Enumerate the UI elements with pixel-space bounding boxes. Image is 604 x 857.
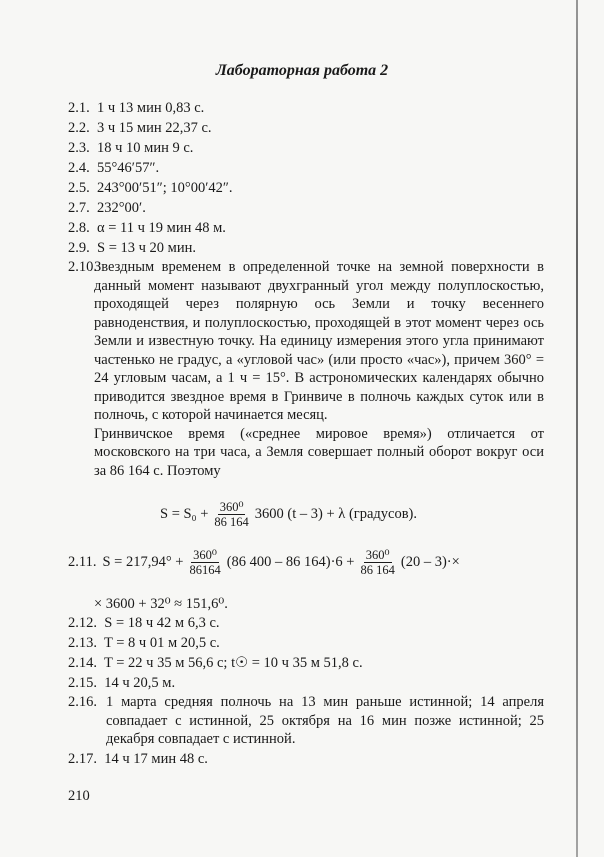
answer-text: 55°46′57″. (97, 160, 160, 176)
answer-number: 2.14. (68, 655, 101, 671)
fraction-denominator: 86 164 (360, 563, 395, 577)
answer-line (68, 199, 146, 217)
answer-number: 2.11. (68, 554, 97, 570)
answer-text: 232°00′. (97, 200, 146, 216)
formula-part: × 3600 + 32⁰ ≈ 151,6⁰. (94, 596, 228, 612)
answer-2-11 (68, 548, 460, 577)
answer-number: 2.9. (68, 240, 94, 256)
page-edge-shadow (576, 0, 578, 857)
answer-line (68, 674, 175, 692)
answer-text: α = 11 ч 19 мин 48 м. (97, 220, 226, 236)
answer-number: 2.5. (68, 180, 94, 196)
formula-right: 3600 (t – 3) + λ (градусов). (254, 506, 418, 522)
formula-left: S = S₀ + (160, 506, 209, 522)
answer-paragraph: Гринвичское время («среднее мировое время») отличается от московского на три часа, а Земля совершает полный оборот вокруг оси за 86 164 с. Поэтому (94, 425, 544, 479)
answer-paragraph: 1 марта средняя полночь на 13 мин раньше истинной; 14 апреля совпадает с истинной, 25 октября на 16 мин позже истинной; 25 декабря совпадает с истинной. (106, 694, 544, 747)
answer-line (68, 219, 226, 237)
formula-part: S = 217,94° + (102, 554, 184, 570)
fraction (358, 548, 396, 577)
answer-text: S = 13 ч 20 мин. (97, 240, 196, 256)
fraction (187, 548, 222, 577)
fraction-numerator: 360⁰ (193, 548, 217, 562)
fraction (212, 500, 250, 529)
formula-part: (86 400 – 86 164)·6 + (226, 554, 355, 570)
fraction-denominator: 86164 (189, 563, 221, 577)
answer-number: 2.16. (68, 694, 97, 710)
answer-text: 3 ч 15 мин 22,37 с. (97, 120, 212, 136)
page-title: Лабораторная работа 2 (215, 62, 389, 79)
answer-number: 2.13. (68, 635, 101, 651)
answer-2-11-continuation (94, 595, 228, 613)
answer-line (68, 139, 193, 157)
answer-line (68, 750, 208, 768)
answer-text: S = 18 ч 42 м 6,3 с. (104, 615, 220, 631)
fraction-denominator: 86 164 (214, 515, 249, 529)
answer-number: 2.3. (68, 140, 94, 156)
answer-number: 2.17. (68, 751, 101, 767)
answer-line (68, 119, 212, 137)
sidereal-time-formula (160, 500, 417, 529)
answer-line (68, 634, 220, 652)
answer-line (68, 179, 233, 197)
answer-text: 14 ч 20,5 м. (104, 675, 176, 691)
answer-2-16 (68, 693, 544, 749)
answer-line (68, 614, 220, 632)
answer-number: 2.8. (68, 220, 94, 236)
fraction-numerator: 360⁰ (219, 500, 244, 514)
answer-line (68, 99, 204, 117)
page-number: 210 (68, 788, 90, 804)
formula-part: (20 – 3)·× (400, 554, 460, 570)
answer-number: 2.12. (68, 615, 101, 631)
answer-text: 18 ч 10 мин 9 с. (97, 140, 194, 156)
answer-text: 1 ч 13 мин 0,83 с. (97, 100, 205, 116)
answer-line (68, 159, 159, 177)
answer-number: 2.2. (68, 120, 94, 136)
answer-text: 243°00′51″; 10°00′42″. (97, 180, 233, 196)
fraction-numerator: 360⁰ (365, 548, 390, 562)
answer-number: 2.7. (68, 200, 94, 216)
answer-number: 2.15. (68, 675, 101, 691)
answer-paragraph: Звездным временем в определенной точке на земной поверхности в данный момент называют двухгранный угол между полуплоскостью, проходящей через полярную ось Земли и точку весеннего равноденствия, и полуплоскостью, проходящей в этот момент через ось Земли и известную точку. На единицу измерения этого угла принимают частенько не градус, а «угловой час» (или просто «час»), причем 360° = 24 угловым часам, а 1 ч = 15°. В астрономических календарях обычно приводится звездное время в Гринвиче в полночь каждых суток или в полночь, с которой начинается месяц. (94, 259, 544, 423)
answer-number: 2.4. (68, 160, 94, 176)
answer-line (68, 654, 363, 672)
answer-number: 2.10. (68, 259, 97, 275)
answer-number: 2.1. (68, 100, 94, 116)
answer-text: T = 22 ч 35 м 56,6 с; t☉ = 10 ч 35 м 51,8 с. (104, 655, 363, 671)
answer-line (68, 239, 196, 257)
answer-2-10 (68, 258, 544, 480)
answer-text: T = 8 ч 01 м 20,5 с. (104, 635, 220, 651)
answer-text: 14 ч 17 мин 48 с. (104, 751, 208, 767)
